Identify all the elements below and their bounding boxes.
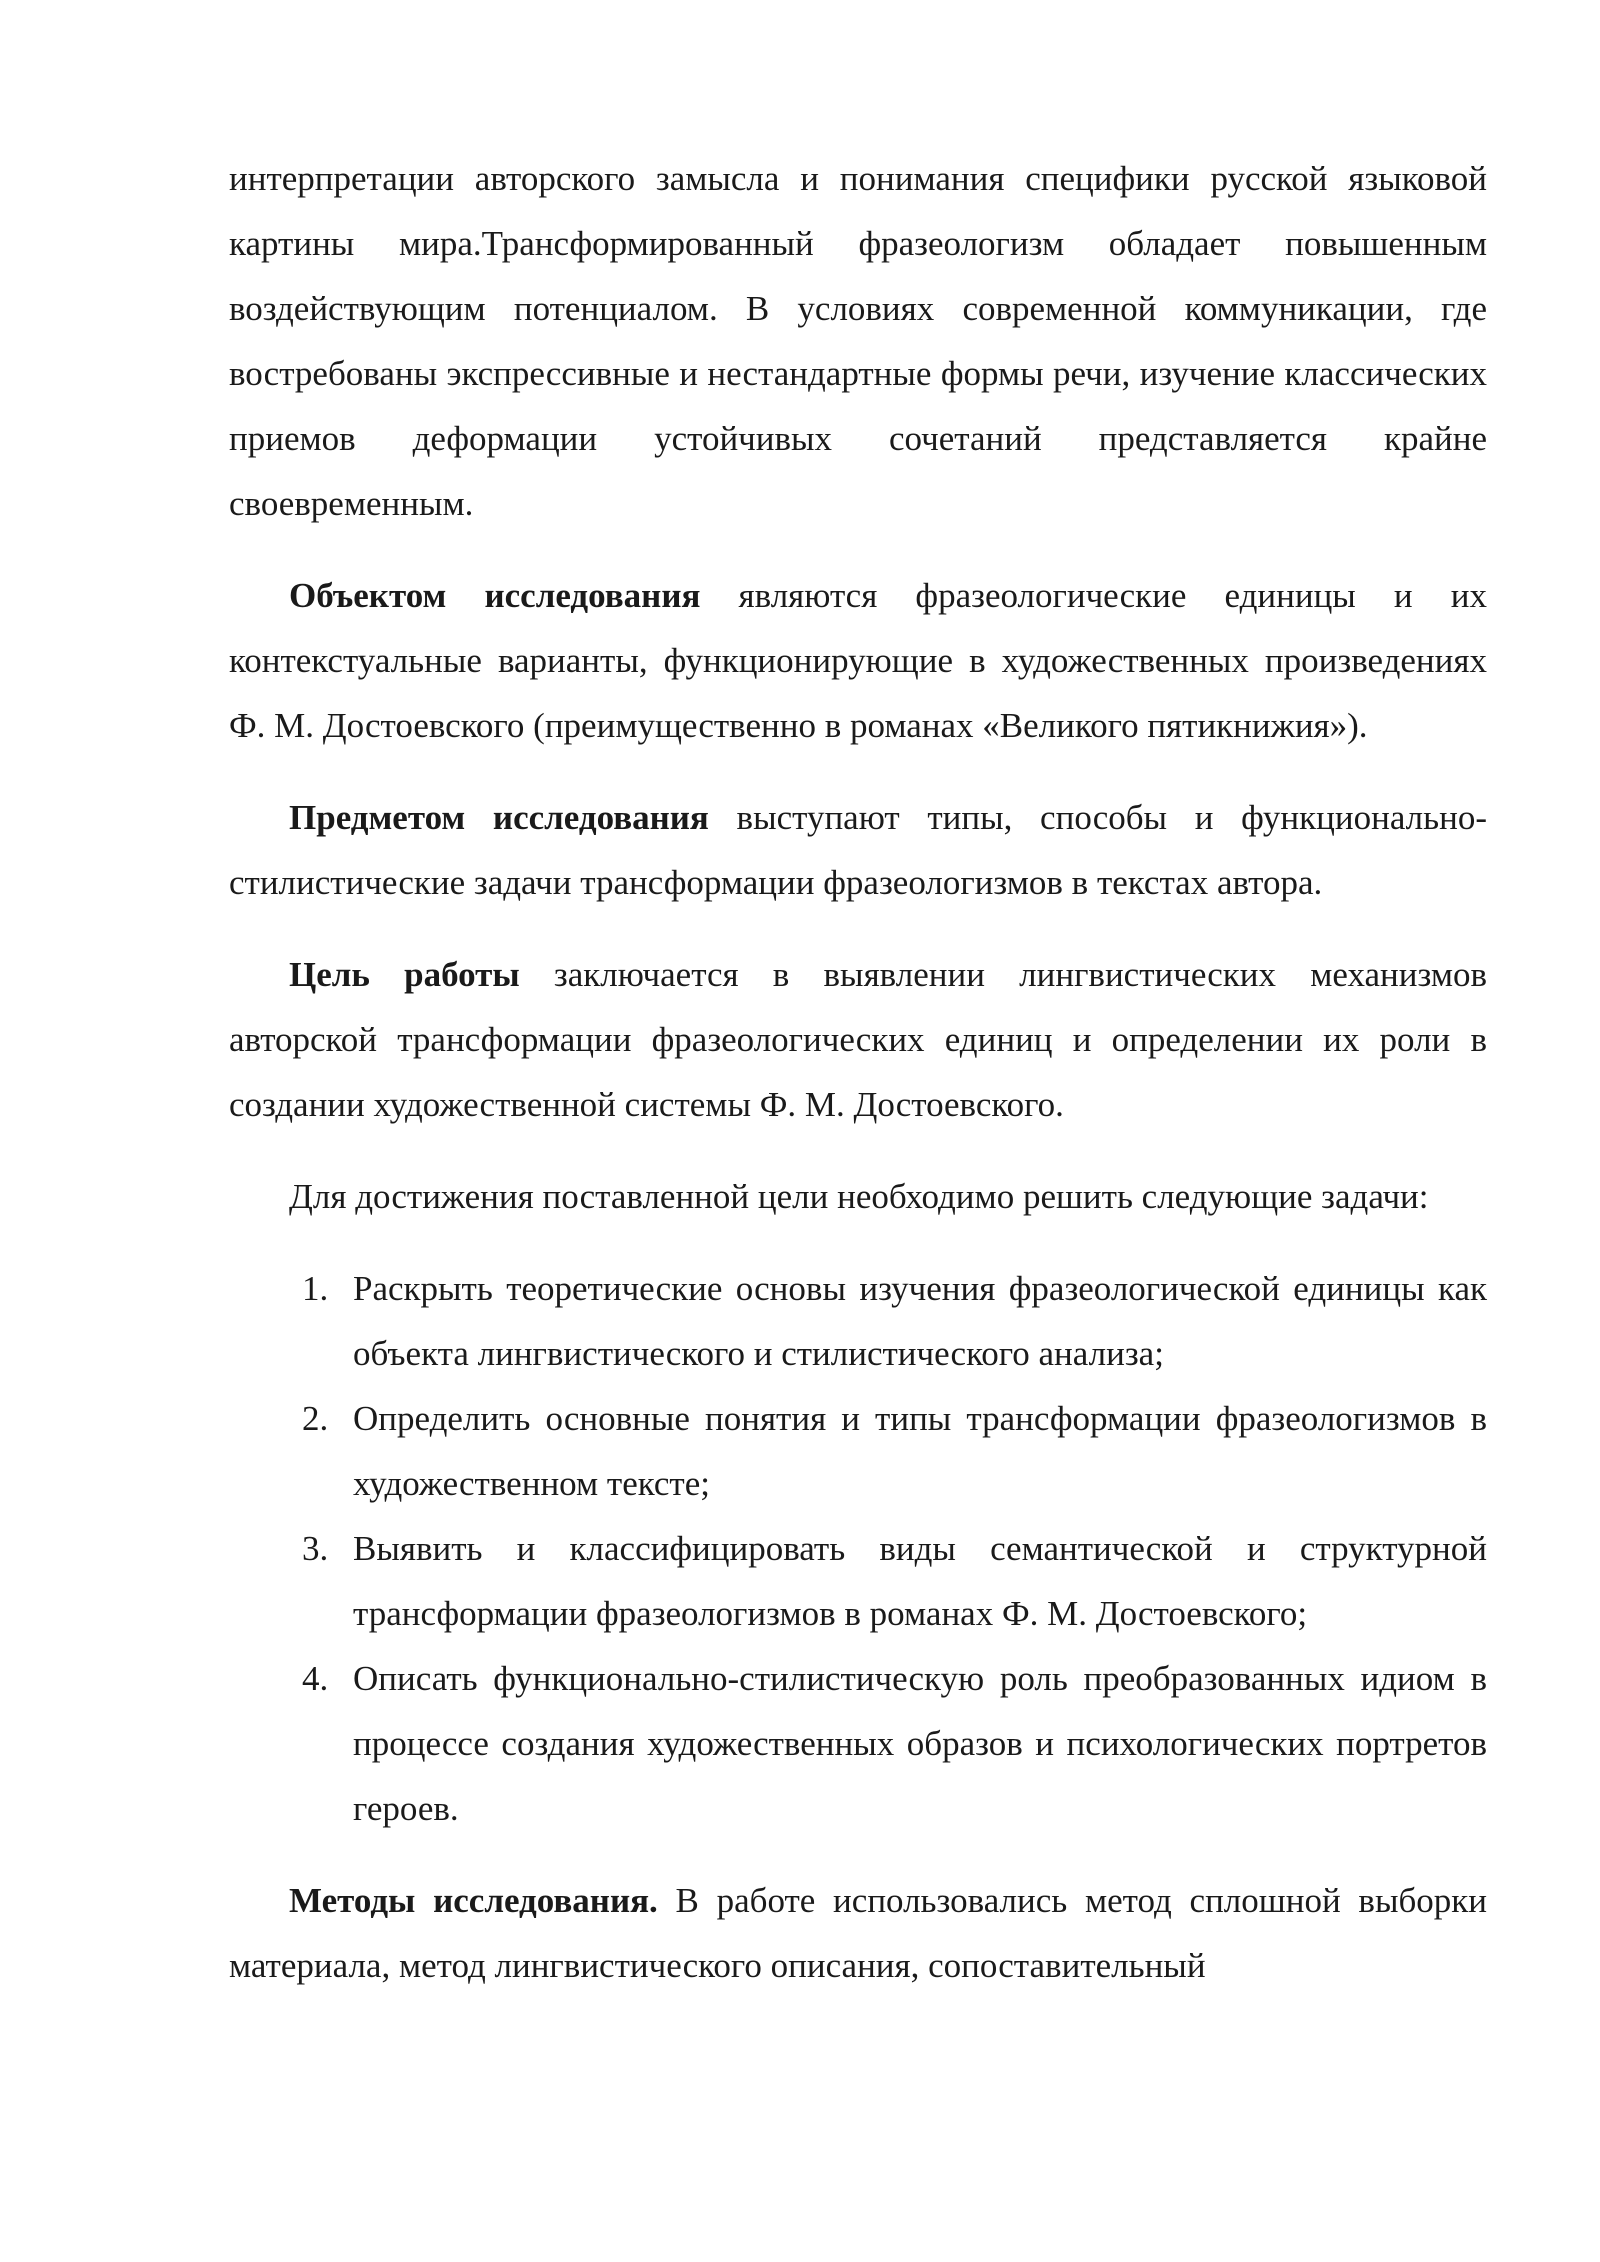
object-paragraph bbox=[229, 563, 1487, 758]
list-item bbox=[229, 1646, 1487, 1841]
object-text: являются фразеологические единицы и их контекстуальные варианты, функционирующие в художественных произведениях Ф. М. Достоевского (преимущественно в романах «Великого пятикнижия»). bbox=[229, 576, 1487, 745]
list-item-number: 3. bbox=[302, 1529, 329, 1568]
goal-paragraph bbox=[229, 942, 1487, 1137]
methods-text: В работе использовались метод сплошной выборки материала, метод лингвистического описания, сопоставительный bbox=[229, 1881, 1487, 1985]
tasks-list bbox=[229, 1256, 1487, 1841]
list-item-number: 4. bbox=[302, 1659, 329, 1698]
list-item-text: Определить основные понятия и типы трансформации фразеологизмов в художественном тексте; bbox=[353, 1399, 1487, 1503]
tasks-intro: Для достижения поставленной цели необходимо решить следующие задачи: bbox=[289, 1177, 1429, 1216]
object-label: Объектом исследования bbox=[289, 576, 701, 615]
list-item-number: 2. bbox=[302, 1399, 329, 1438]
list-item-number: 1. bbox=[302, 1269, 329, 1308]
methods-label: Методы исследования. bbox=[289, 1881, 658, 1920]
list-item bbox=[229, 1256, 1487, 1386]
list-item-text: Описать функционально-стилистическую роль преобразованных идиом в процессе создания художественных образов и психологических портретов героев. bbox=[353, 1659, 1487, 1828]
list-item bbox=[229, 1516, 1487, 1646]
intro-paragraph: интерпретации авторского замысла и понимания специфики русской языковой картины мира.Трансформированный фразеологизм обладает повышенным воздействующим потенциалом. В условиях современной коммуникации, где востребованы экспрессивные и нестандартные формы речи, изучение классических приемов деформации устойчивых сочетаний представляется крайне своевременным. bbox=[229, 159, 1487, 523]
methods-paragraph bbox=[229, 1868, 1487, 1998]
subject-label: Предметом исследования bbox=[289, 798, 709, 837]
document-body bbox=[229, 146, 1487, 1998]
goal-label: Цель работы bbox=[289, 955, 520, 994]
subject-paragraph bbox=[229, 785, 1487, 915]
subject-text: выступают типы, способы и функционально-стилистические задачи трансформации фразеологизмов в текстах автора. bbox=[229, 798, 1488, 902]
goal-text: заключается в выявлении лингвистических механизмов авторской трансформации фразеологических единиц и определении их роли в создании художественной системы Ф. М. Достоевского. bbox=[229, 955, 1488, 1124]
list-item bbox=[229, 1386, 1487, 1516]
list-item-text: Выявить и классифицировать виды семантической и структурной трансформации фразеологизмов в романах Ф. М. Достоевского; bbox=[353, 1529, 1487, 1633]
list-item-text: Раскрыть теоретические основы изучения фразеологической единицы как объекта лингвистического и стилистического анализа; bbox=[353, 1269, 1487, 1373]
